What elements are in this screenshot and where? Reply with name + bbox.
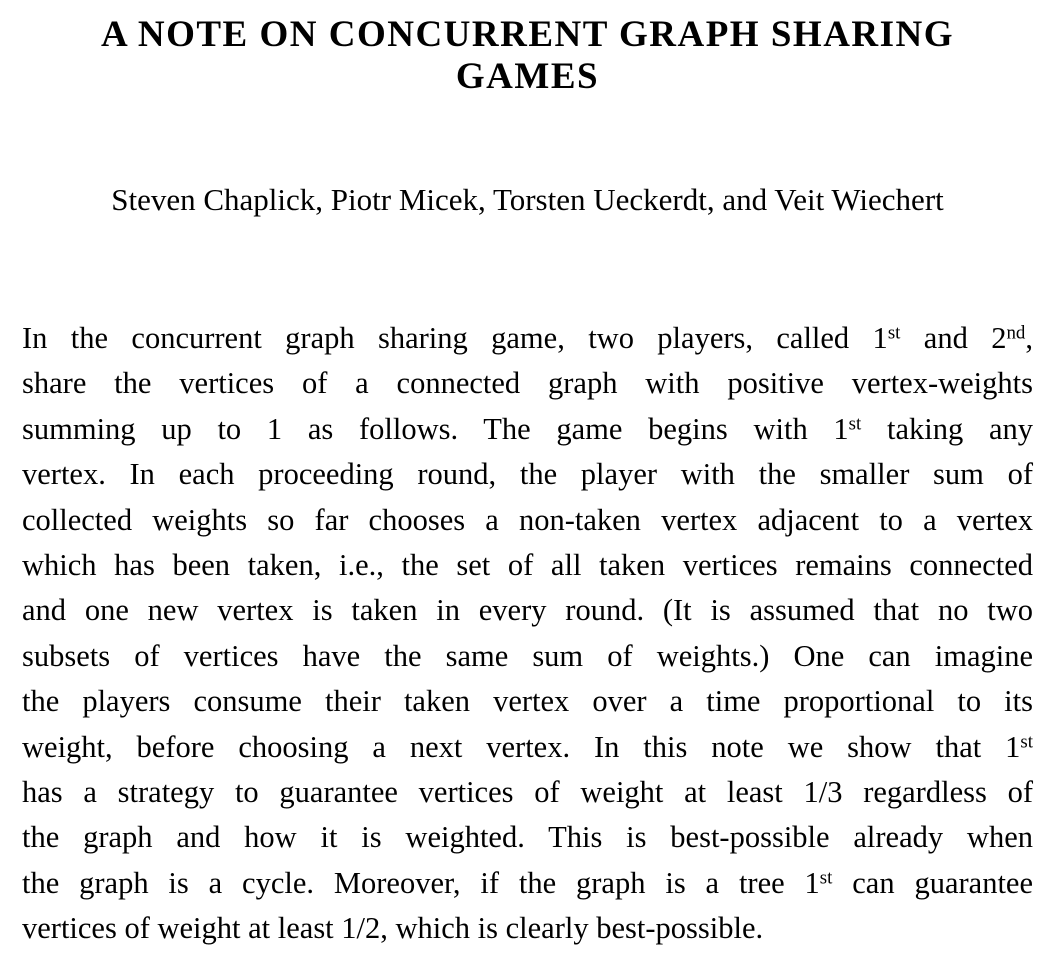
abstract-line — [22, 498, 1033, 543]
paper-title-line-1: A NOTE ON CONCURRENT GRAPH SHARING — [100, 14, 955, 55]
ordinal-superscript: st — [848, 413, 862, 435]
abstract-text-segment: and 2 — [900, 321, 1007, 355]
ordinal-superscript: nd — [1006, 322, 1026, 344]
ordinal-superscript: st — [1020, 731, 1033, 753]
abstract-line — [22, 588, 1033, 633]
abstract-text-segment: In the concurrent graph sharing game, two players, called 1 — [22, 321, 888, 355]
abstract-line — [22, 407, 1033, 452]
abstract-line — [22, 906, 1033, 951]
abstract-text-segment: vertices of weight at least 1/2, which is clearly best-possible. — [22, 911, 764, 946]
abstract-text-segment: the players consume their taken vertex over a time proportional to its — [22, 684, 1033, 719]
ordinal-superscript: st — [819, 867, 833, 889]
abstract-line — [22, 543, 1033, 588]
abstract-text-segment: summing up to 1 as follows. The game begins with 1 — [22, 411, 849, 446]
abstract-line — [22, 452, 1033, 497]
abstract — [22, 316, 1033, 952]
abstract-line — [22, 815, 1033, 860]
abstract-text-segment: and one new vertex is taken in every round. (It is assumed that no two — [22, 593, 1033, 628]
abstract-text-segment: can guarantee — [832, 865, 1033, 900]
abstract-line — [22, 725, 1033, 770]
authors-line: Steven Chaplick, Piotr Micek, Torsten Ueckerdt, and Veit Wiechert — [111, 182, 944, 217]
abstract-text-segment: subsets of vertices have the same sum of weights.) One can imagine — [22, 638, 1033, 673]
abstract-text-segment: the graph and how it is weighted. This is best-possible already when — [22, 820, 1033, 855]
ordinal-superscript: st — [887, 322, 901, 344]
abstract-line — [22, 634, 1033, 679]
abstract-text-segment: taking any — [861, 411, 1033, 446]
paper-title-line-2: GAMES — [455, 56, 600, 97]
abstract-text-segment: weight, before choosing a next vertex. In this note we show that 1 — [22, 729, 1021, 764]
abstract-line — [22, 770, 1033, 815]
abstract-line — [22, 361, 1033, 406]
abstract-text-segment: which has been taken, i.e., the set of all taken vertices remains connected — [22, 548, 1033, 583]
abstract-text-segment: collected weights so far chooses a non-taken vertex adjacent to a vertex — [22, 502, 1033, 537]
abstract-line — [22, 861, 1033, 906]
abstract-text-segment: vertex. In each proceeding round, the player with the smaller sum of — [22, 457, 1033, 492]
abstract-text-segment: has a strategy to guarantee vertices of weight at least 1/3 regardless of — [22, 775, 1033, 810]
abstract-line — [22, 316, 1033, 361]
abstract-line — [22, 679, 1033, 724]
abstract-text-segment: the graph is a cycle. Moreover, if the graph is a tree 1 — [22, 865, 820, 900]
abstract-text-segment: , — [1025, 321, 1033, 355]
abstract-text-segment: share the vertices of a connected graph with positive vertex-weights — [22, 366, 1033, 401]
paper-title — [22, 14, 1033, 98]
